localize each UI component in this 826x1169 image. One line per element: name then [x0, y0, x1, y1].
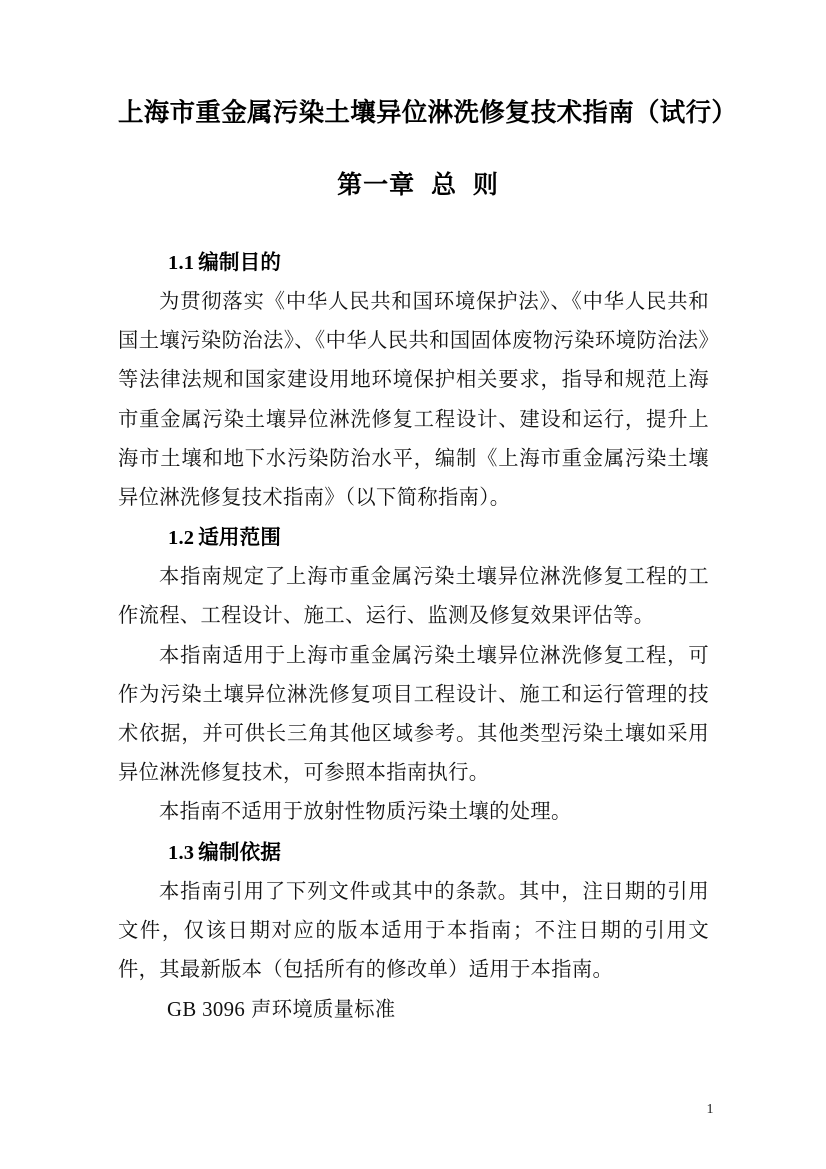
page-title: 上海市重金属污染土壤异位淋洗修复技术指南（试行） — [118, 99, 738, 127]
section-heading-1-2 — [118, 518, 709, 558]
reference-item — [118, 990, 709, 1030]
section-number-1-2: 1.2 — [168, 527, 195, 550]
section-title-1-1: 编制目的 — [198, 251, 282, 274]
section-heading-1-1 — [118, 243, 709, 283]
paragraph: 本指南规定了上海市重金属污染土壤异位淋洗修复工程的工作流程、工程设计、施工、运行、监测及修复效果评估等。 — [118, 566, 709, 628]
reference-code: GB 3096 — [167, 998, 246, 1022]
paragraph: 本指南适用于上海市重金属污染土壤异位淋洗修复工程，可作为污染土壤异位淋洗修复项目工程设计、施工和运行管理的技术依据，并可供长三角其他区域参考。其他类型污染土壤如采用异位淋洗修复技术，可参照本指南执行。 — [118, 644, 709, 785]
section-number-1-1: 1.1 — [168, 252, 195, 274]
paragraph: 为贯彻落实《中华人民共和国环境保护法》、《中华人民共和国土壤污染防治法》、《中华人民共和国固体废物污染环境防治法》等法律法规和国家建设用地环境保护相关要求，指导和规范上海市重金属污染土壤异位淋洗修复工程设计、建设和运行，提升上海市土壤和地下水污染防治水平，编制《上海市重金属污染土壤异位淋洗修复技术指南》（以下简称指南）。 — [118, 291, 709, 510]
section-title-1-2: 适用范围 — [198, 526, 282, 550]
paragraph: 本指南引用了下列文件或其中的条款。其中，注日期的引用文件，仅该日期对应的版本适用于本指南；不注日期的引用文件，其最新版本（包括所有的修改单）适用于本指南。 — [118, 880, 709, 982]
chapter-heading: 第一章 总 则 — [337, 171, 499, 199]
paragraph: 本指南不适用于放射性物质污染土壤的处理。 — [159, 801, 572, 824]
document-body — [118, 243, 709, 1030]
reference-name: 声环境质量标准 — [251, 999, 396, 1022]
page-number: 1 — [706, 1102, 714, 1117]
section-heading-1-3 — [118, 833, 709, 873]
section-title-1-3: 编制依据 — [198, 840, 282, 864]
section-number-1-3: 1.3 — [168, 841, 195, 864]
